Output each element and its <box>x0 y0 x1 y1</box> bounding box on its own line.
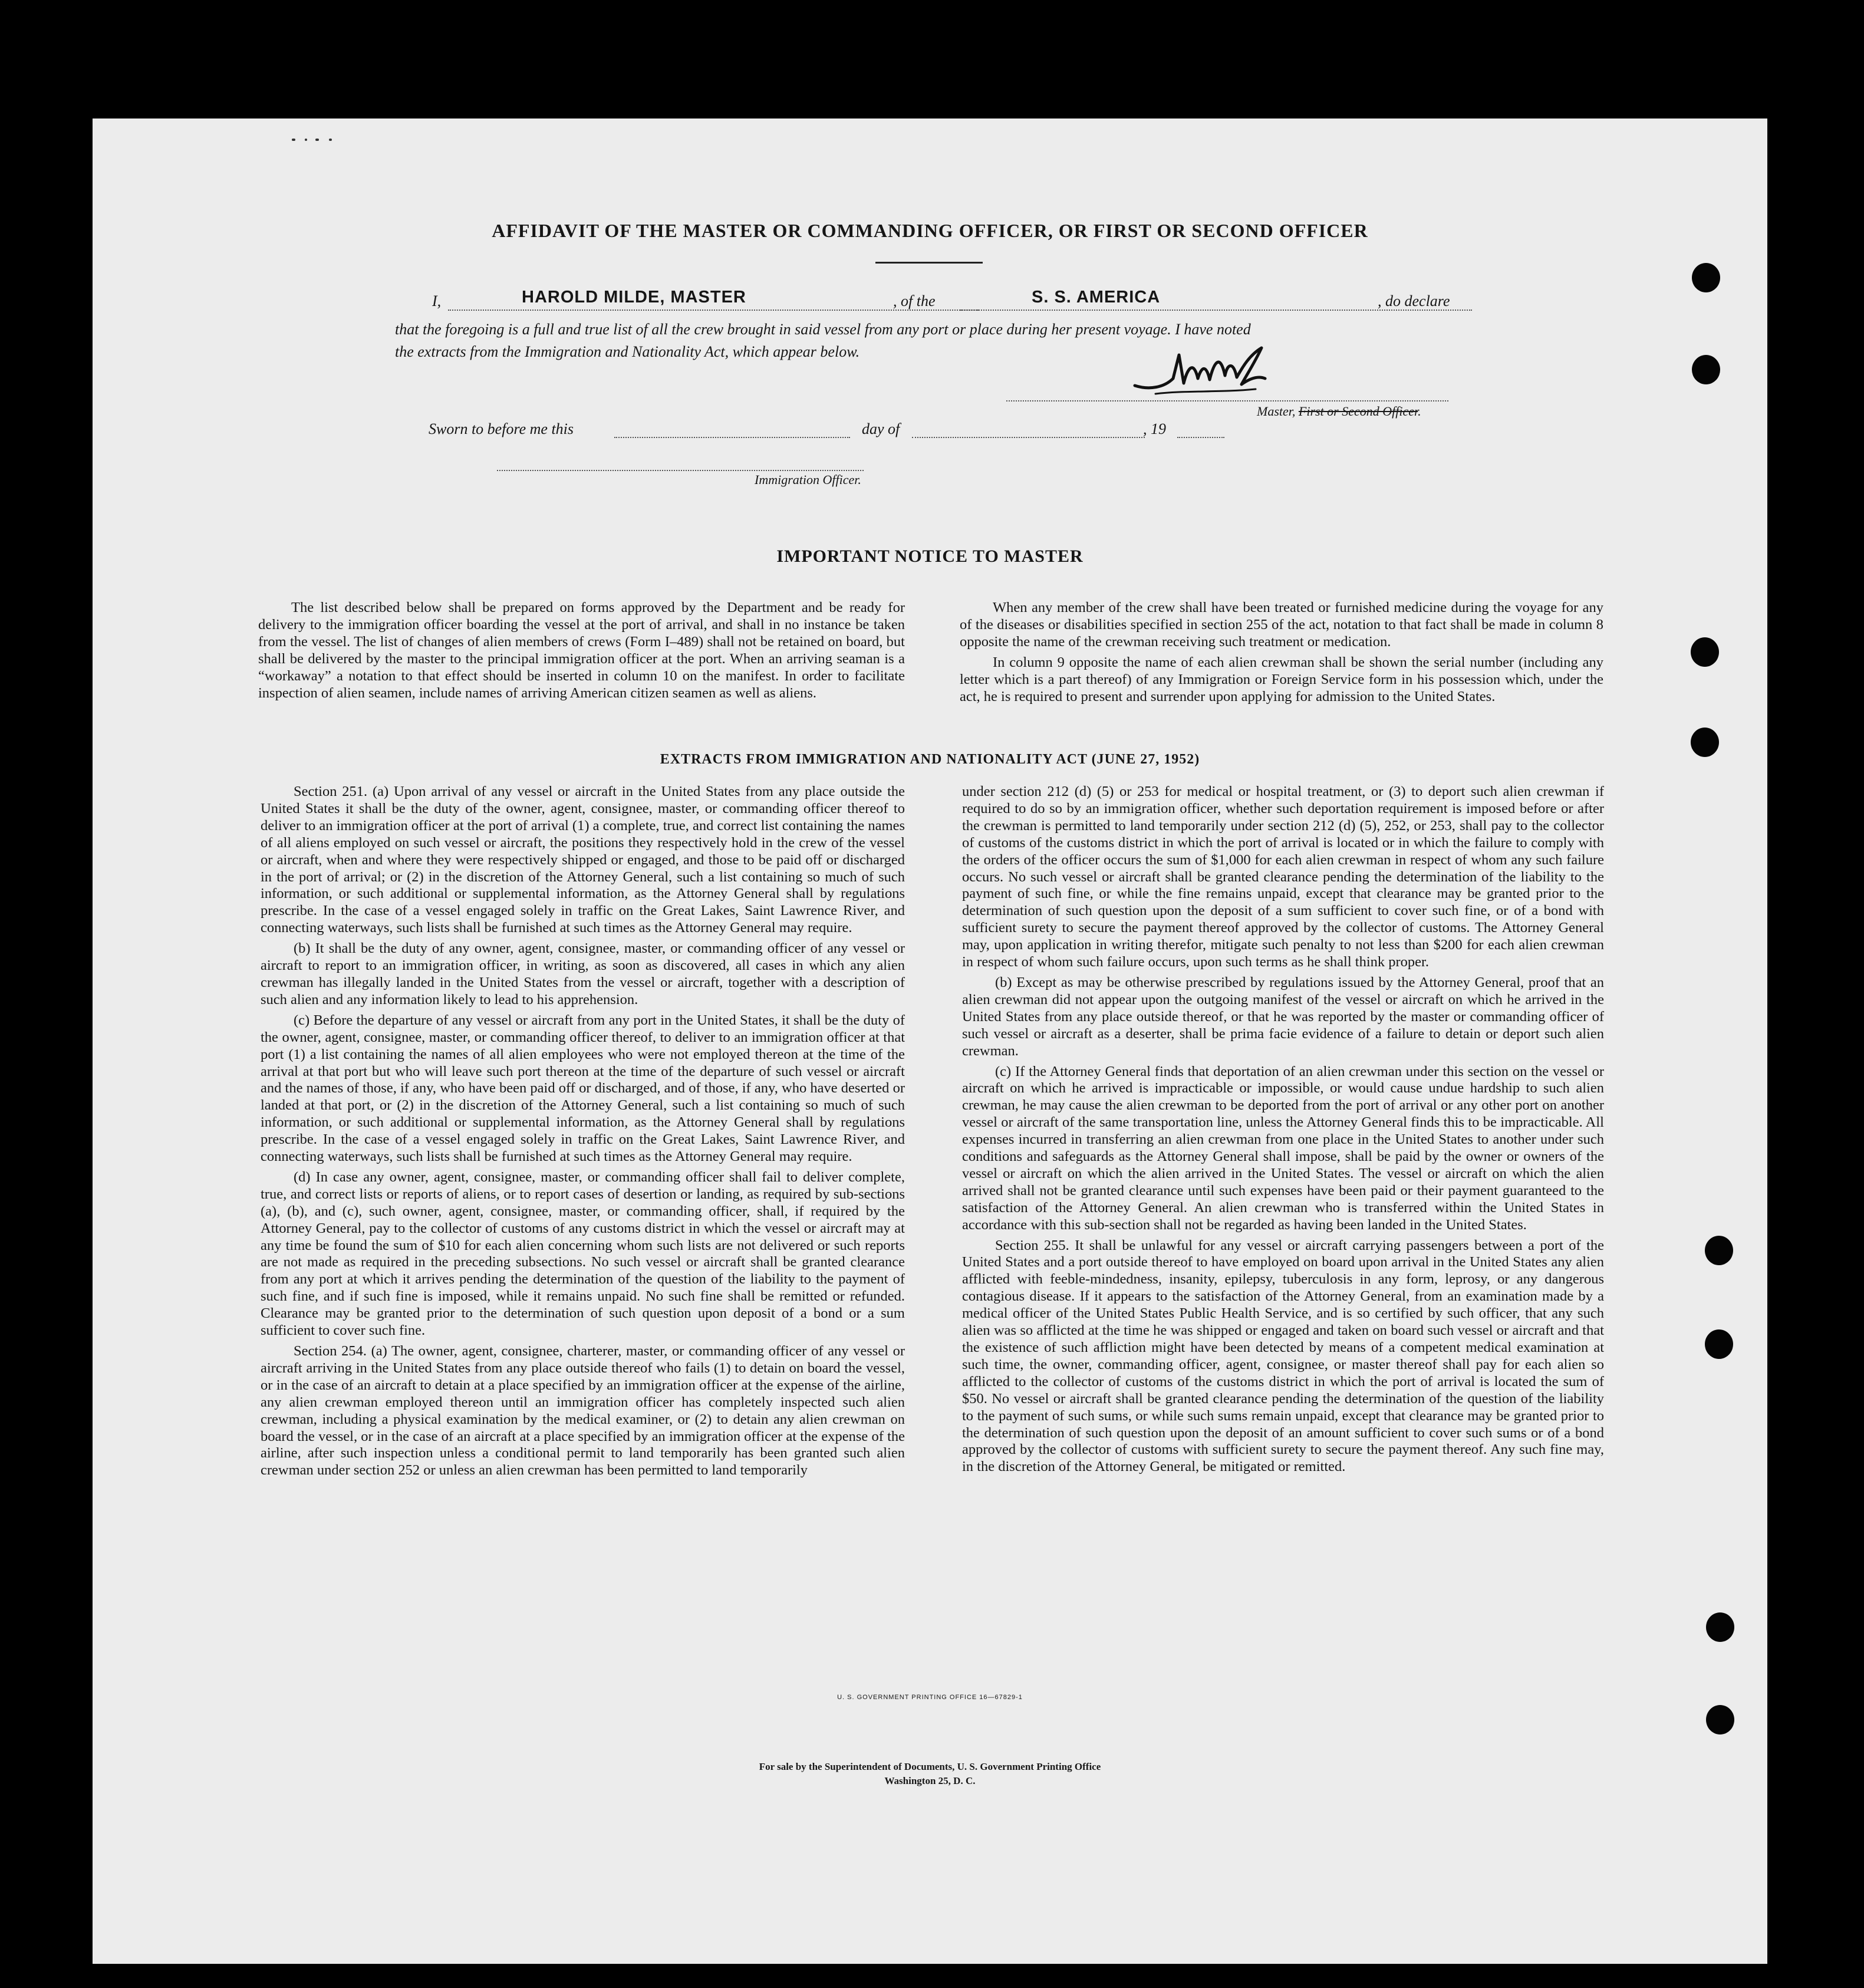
punch-hole <box>1692 355 1720 384</box>
sworn-day-line <box>614 437 850 438</box>
affidavit-statement <box>395 318 1565 363</box>
sworn-label: Sworn to before me this <box>429 420 574 437</box>
year-label: , 19 <box>1143 420 1166 437</box>
sworn-month-line <box>912 437 1145 438</box>
punch-hole <box>1691 637 1719 667</box>
affidavit-title: AFFIDAVIT OF THE MASTER OR COMMANDING OFFICER, OR FIRST OR SECOND OFFICER <box>492 220 1368 241</box>
scan-speck <box>329 139 332 141</box>
notice-heading: IMPORTANT NOTICE TO MASTER <box>776 547 1084 566</box>
sales-footer <box>93 1760 1767 1788</box>
master-signature <box>1132 343 1291 408</box>
scan-speck <box>305 139 307 141</box>
extract-paragraph: (b) It shall be the duty of any owner, agent, consignee, master, or commanding officer of any vessel or aircraft to report to an immigration officer, in writing, as soon as discovered, all cases in which any alien crewman has illegally landed in the United States from the vessel or aircraft, together with a description of such alien and any information likely to lead to his apprehension. <box>261 940 905 1008</box>
notice-paragraph: In column 9 opposite the name of each alien crewman shall be shown the serial number (including any letter which is a part thereof) of any Immigration or Foreign Service form in his possession which, under the act, he is required to present and surrender upon applying for admission to the United States. <box>960 654 1603 705</box>
immigration-officer-label: Immigration Officer. <box>755 472 861 487</box>
extracts-heading: EXTRACTS FROM IMMIGRATION AND NATIONALITY ACT (JUNE 27, 1952) <box>660 752 1200 767</box>
extract-paragraph: (b) Except as may be otherwise prescribed by regulations issued by the Attorney General, proof that an alien crewman did not appear upon the outgoing manifest of the vessel or aircraft on which he arrived in the United States from any place outside thereof, or that he was reported by the master or commanding officer of such vessel or aircraft as a deserter, shall be prima facie evidence of a failure to detain or deport such alien crewman. <box>962 974 1604 1059</box>
declarant-name-value: HAROLD MILDE, MASTER <box>522 288 746 307</box>
scan-speck <box>292 139 295 141</box>
signature-line <box>1006 400 1448 401</box>
notice-paragraph: When any member of the crew shall have been treated or furnished medicine during the voyage for any of the diseases or disabilities specified in section 255 of the act, notation to that fact shall be made in column 8 opposite the name of the crewman receiving such treatment or medication. <box>960 600 1603 650</box>
officer-signature-line <box>497 470 864 471</box>
punch-hole <box>1691 728 1719 757</box>
statement-line-1: that the foregoing is a full and true list of all the crew brought in said vessel from any port or place during her present voyage. I have noted <box>395 321 1251 338</box>
notice-paragraph: The list described below shall be prepared on forms approved by the Department and be ready for delivery to the immigration officer boarding the vessel at the port of arrival, and shall in no instance be taken from the vessel. The list of changes of alien members of crews (Form I–489) shall not be retained on board, but shall be delivered by the master to the principal immigration officer at the port. When an arriving seaman is a “workaway” a notation to that effect should be inserted in column 10 on the manifest. In order to facilitate inspection of alien seamen, include names of arriving American citizen seamen as well as aliens. <box>258 600 905 701</box>
extracts-right-column <box>962 784 1604 1479</box>
extract-paragraph: (c) Before the departure of any vessel or aircraft from any port in the United States, it shall be the duty of the owner, agent, consignee, master, or commanding officer thereof, to deliver to an immigration officer at that port (1) a list containing the names of all alien employees who were not employed thereon at the time of the arrival at that port but who will leave such port thereon at the time of the departure of such vessel or aircraft and the names of those, if any, who have been paid off or discharged, and of those, if any, who have deserted or landed at that port, or (2) in the discretion of the Attorney General, such a list containing so much of such information, or such additional or supplemental information, as the Attorney General shall by regulations prescribe. In the case of a vessel engaged solely in traffic on the Great Lakes, Saint Lawrence River, and connecting waterways, such lists shall be furnished at such times as the Attorney General may require. <box>261 1012 905 1165</box>
footer-line-2: Washington 25, D. C. <box>884 1775 976 1786</box>
signer-master-label: Master, <box>1257 404 1299 419</box>
punch-hole <box>1692 263 1720 292</box>
day-of-label: day of <box>862 420 900 437</box>
punch-hole <box>1706 1612 1734 1642</box>
statement-line-2: the extracts from the Immigration and Nationality Act, which appear below. <box>395 343 860 360</box>
punch-hole <box>1705 1236 1733 1265</box>
declarant-prefix: I, <box>432 292 442 310</box>
extract-paragraph: Section 254. (a) The owner, agent, consignee, charterer, master, or commanding officer of any vessel or aircraft arriving in the United States from any place outside thereof who fails (1) to detain on board the vessel, or in the case of an aircraft to detain at a place specified by an immigration officer at the expense of the airline, any alien crewman employed thereon until an immigration officer has completely inspected such alien crewman, including a physical examination by the medical examiner, or (2) to detain any alien crewman on board the vessel, or in the case of an aircraft at a place specified by an immigration officer at the expense of the airline, after such inspection unless a conditional permit to land temporarily has been granted such alien crewman under section 252 or unless an alien crewman has been permitted to land temporarily <box>261 1343 905 1479</box>
signer-title <box>1257 404 1421 419</box>
do-declare-label: , do declare <box>1378 292 1450 310</box>
sworn-year-line <box>1177 437 1224 438</box>
printer-imprint: U. S. GOVERNMENT PRINTING OFFICE 16—67829-1 <box>837 1694 1023 1701</box>
punch-hole <box>1705 1329 1733 1359</box>
affidavit-page <box>93 119 1767 1964</box>
punch-hole <box>1706 1705 1734 1734</box>
of-the-label: , of the <box>893 292 936 310</box>
extract-paragraph: (d) In case any owner, agent, consignee, master, or commanding officer shall fail to deliver complete, true, and correct lists or reports of aliens, or to report cases of desertion or landing, as required by sub-sections (a), (b), and (c), such owner, agent, consignee, master, or commanding officer, shall, if required by the Attorney General, pay to the collector of customs of any customs district in which the vessel or aircraft may at any time be found the sum of $10 for each alien concerning whom such lists are not delivered or such reports are not made as required in the preceding subsections. No such vessel or aircraft shall be granted clearance from any port at which it arrives pending the determination of the question of the liability to the payment of such fine, and if such fine is imposed, while it remains unpaid. No such fine shall be remitted or refunded. Clearance may be granted prior to the determination of such question upon deposit of a bond or a sum sufficient to cover such fine. <box>261 1169 905 1339</box>
signer-struck-label: First or Second Officer <box>1298 404 1418 419</box>
notice-left-column <box>258 600 905 705</box>
extract-paragraph: (c) If the Attorney General finds that deportation of an alien crewman under this section on the vessel or aircraft on which he arrived is impracticable or impossible, or would cause undue hardship to such alien crewman, he may cause the alien crewman to be deported from the port of arrival or any other port on another vessel or aircraft of the same transportation line, unless the Attorney General finds this to be impracticable. All expenses incurred in transferring an alien crewman from one place in the United States to another under such conditions and safeguards as the Attorney General shall impose, shall be paid by the owner or owners of the vessel or aircraft on which the alien arrived in the United States. The vessel or aircraft on which the alien arrived shall not be granted clearance until such expenses have been paid or their payment guaranteed to the satisfaction of the Attorney General. An alien crewman who is transferred within the United States in accordance with this sub-section shall not be regarded as having been landed in the United States. <box>962 1063 1604 1233</box>
signer-period: . <box>1418 404 1421 419</box>
notice-right-column <box>960 600 1603 709</box>
extract-paragraph: Section 251. (a) Upon arrival of any vessel or aircraft in the United States from any place outside the United States it shall be the duty of the owner, agent, consignee, master, or commanding officer thereof to deliver to an immigration officer at the port of arrival (1) a complete, true, and correct list containing the names of all aliens employed on such vessel or aircraft, the positions they respectively hold in the crew of the vessel or aircraft, when and where they were respectively shipped or engaged, and those to be paid off or discharged in the port of arrival; or (2) in the discretion of the Attorney General, such a list containing so much of such information, or such additional or supplemental information, as the Attorney General shall by regulations prescribe. In the case of a vessel engaged solely in traffic on the Great Lakes, Saint Lawrence River, and connecting waterways, such lists shall be furnished at such times as the Attorney General may require. <box>261 784 905 936</box>
vessel-name-value: S. S. AMERICA <box>1032 288 1161 307</box>
extracts-left-column <box>261 784 905 1483</box>
scan-speck <box>315 139 319 141</box>
extract-paragraph: under section 212 (d) (5) or 253 for medical or hospital treatment, or (3) to deport such alien crewman if required to do so by an immigration officer, whether such deportation requirement is imposed before or after the crewman is permitted to land temporarily under section 212 (d) (5), 252, or 253, shall pay to the collector of customs of the customs district in which the port of arrival is located or in which the failure to comply with the orders of the officer occurs the sum of $1,000 for each alien crewman in respect of whom any such failure occurs. No such vessel or aircraft shall be granted clearance pending the determination of the liability to the payment of such fine, or while the fine remains unpaid, except that clearance may be granted prior to the determination of such question upon the deposit of a sum sufficient to cover such fine, or of a bond with sufficient surety to secure the payment thereof approved by the collector of customs. The Attorney General may, upon application in writing therefor, mitigate such penalty to not less than $200 for each alien crewman in respect of whom such failure occurs, upon such terms as he shall think proper. <box>962 784 1604 970</box>
footer-line-1: For sale by the Superintendent of Documents, U. S. Government Printing Office <box>759 1761 1101 1772</box>
extract-paragraph: Section 255. It shall be unlawful for any vessel or aircraft carrying passengers between a port of the United States and a port outside thereof to have employed on board upon arrival in the United States any alien afflicted with feeble-mindedness, insanity, epilepsy, tuberculosis in any form, leprosy, or any dangerous contagious disease. If it appears to the satisfaction of the Attorney General, from an examination made by a medical officer of the United States Public Health Service, and is so certified by such officer, that any such alien was so afflicted at the time he was shipped or engaged and taken on board such vessel or aircraft and that the existence of such affliction might have been detected by means of a competent medical examination at such time, the owner, commanding officer, agent, consignee, or master thereof shall pay for each alien so afflicted to the collector of customs of the customs district in which the port of arrival is located the sum of $50. No vessel or aircraft shall be granted clearance pending the determination of the question of the liability to the payment of such sums, or while such sums remain unpaid, except that clearance may be granted prior to the determination of such question upon the deposit of an amount sufficient to cover such sums or of a bond approved by the collector of customs with sufficient surety to secure the payment thereof. Any such fine may, in the discretion of the Attorney General, be mitigated or remitted. <box>962 1237 1604 1475</box>
title-divider <box>875 262 983 264</box>
